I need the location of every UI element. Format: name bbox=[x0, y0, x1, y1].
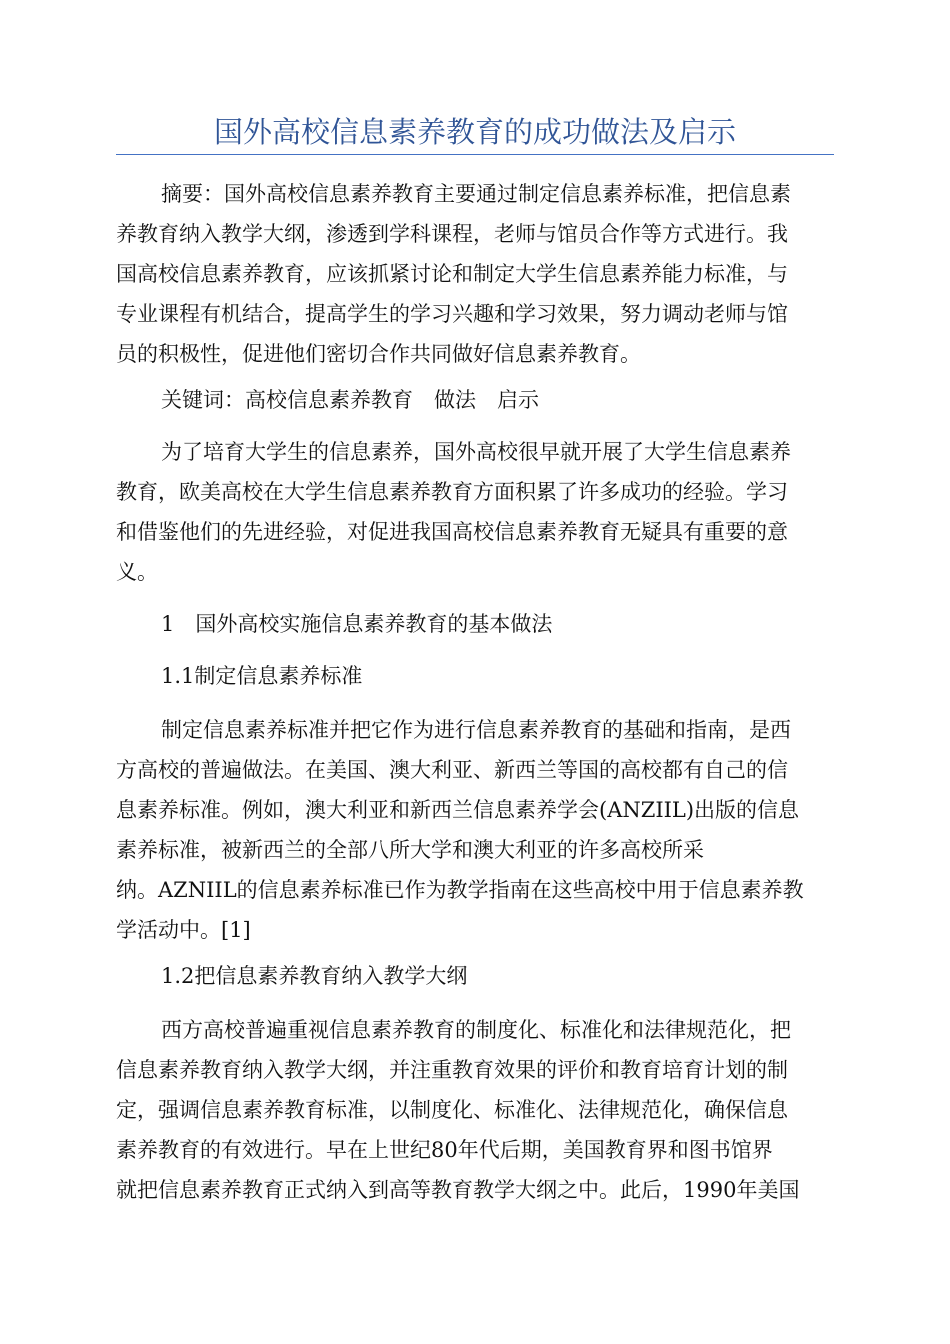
section-1-2-heading: 1.2把信息素养教育纳入教学大纲 bbox=[161, 964, 468, 988]
intro-line: 和借鉴他们的先进经验，对促进我国高校信息素养教育无疑具有重要的意 bbox=[116, 520, 788, 544]
section-1-heading: 1 国外高校实施信息素养教育的基本做法 bbox=[161, 612, 553, 636]
section-1-1-line: 制定信息素养标准并把它作为进行信息素养教育的基础和指南，是西 bbox=[161, 718, 791, 742]
abstract-line: 国高校信息素养教育，应该抓紧讨论和制定大学生信息素养能力标准，与 bbox=[116, 262, 788, 286]
section-1-1-line: 方高校的普遍做法。在美国、澳大利亚、新西兰等国的高校都有自己的信 bbox=[116, 758, 788, 782]
section-1-2-line: 就把信息素养教育正式纳入到高等教育教学大纲之中。此后，1990年美国 bbox=[116, 1178, 800, 1202]
abstract-paragraph bbox=[116, 174, 834, 374]
abstract-line: 专业课程有机结合，提高学生的学习兴趣和学习效果，努力调动老师与馆 bbox=[116, 302, 788, 326]
section-1-1-line: 素养标准，被新西兰的全部八所大学和澳大利亚的许多高校所采 bbox=[116, 838, 704, 862]
intro-paragraph bbox=[116, 432, 834, 592]
document-title: 国外高校信息素养教育的成功做法及启示 bbox=[213, 115, 736, 149]
abstract-line: 摘要：国外高校信息素养教育主要通过制定信息素养标准，把信息素 bbox=[161, 182, 791, 206]
intro-line: 为了培育大学生的信息素养，国外高校很早就开展了大学生信息素养 bbox=[161, 440, 791, 464]
keywords-line: 关键词：高校信息素养教育 做法 启示 bbox=[161, 388, 539, 412]
section-1-2-line: 素养教育的有效进行。早在上世纪80年代后期，美国教育界和图书馆界 bbox=[116, 1138, 773, 1162]
abstract-line: 养教育纳入教学大纲，渗透到学科课程，老师与馆员合作等方式进行。我 bbox=[116, 222, 788, 246]
section-1-1-paragraph bbox=[116, 710, 834, 950]
abstract-line: 员的积极性，促进他们密切合作共同做好信息素养教育。 bbox=[116, 342, 641, 366]
intro-line: 义。 bbox=[116, 560, 158, 584]
section-1-2-line: 信息素养教育纳入教学大纲，并注重教育效果的评价和教育培育计划的制 bbox=[116, 1058, 788, 1082]
section-1-1-line: 息素养标准。例如，澳大利亚和新西兰信息素养学会(ANZIIL)出版的信息 bbox=[116, 798, 800, 822]
section-1-2-line: 定，强调信息素养教育标准，以制度化、标准化、法律规范化，确保信息 bbox=[116, 1098, 788, 1122]
section-1-1-line: 学活动中。[1] bbox=[116, 918, 251, 942]
section-1-1-line: 纳。AZNIIL的信息素养标准已作为教学指南在这些高校中用于信息素养教 bbox=[116, 878, 804, 902]
section-1-1-heading: 1.1制定信息素养标准 bbox=[161, 664, 363, 688]
intro-line: 教育，欧美高校在大学生信息素养教育方面积累了许多成功的经验。学习 bbox=[116, 480, 788, 504]
section-1-2-line: 西方高校普遍重视信息素养教育的制度化、标准化和法律规范化，把 bbox=[161, 1018, 791, 1042]
section-1-2-paragraph bbox=[116, 1010, 834, 1210]
title-underline bbox=[116, 154, 834, 155]
